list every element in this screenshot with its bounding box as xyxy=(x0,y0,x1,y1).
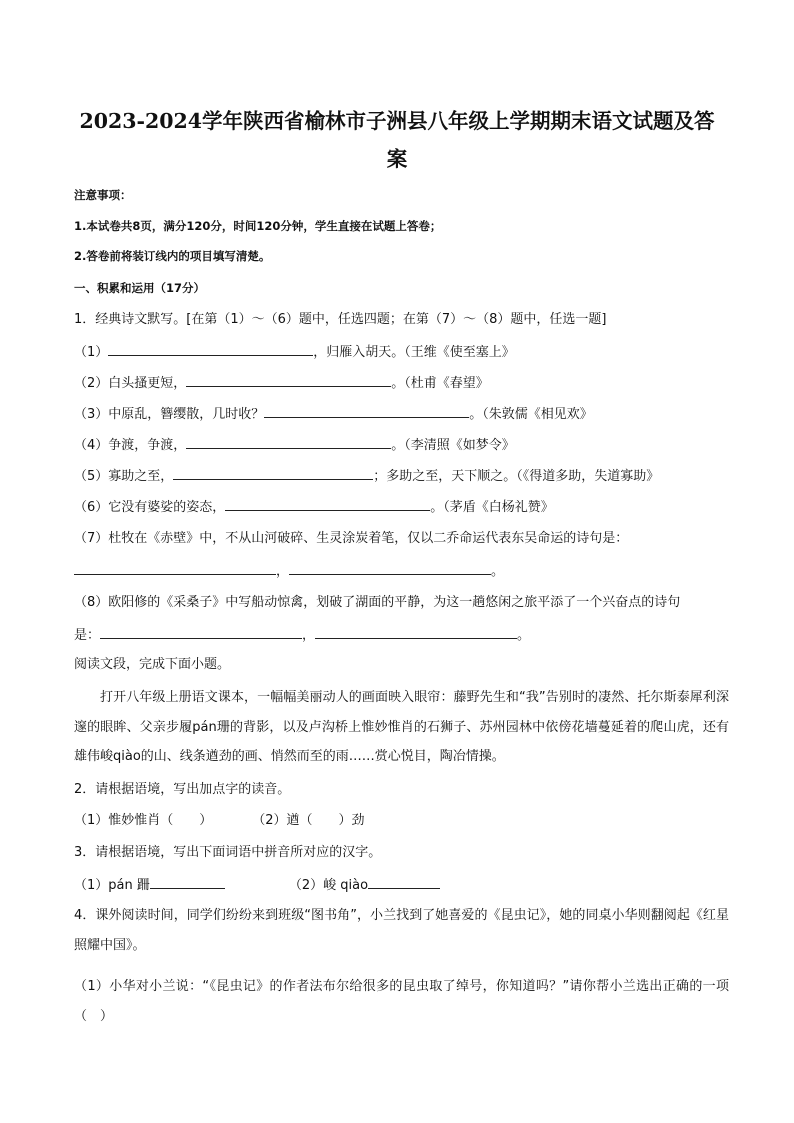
answer-blank[interactable] xyxy=(108,342,313,356)
question-2-stem: 2．请根据语境，写出加点字的读音。 xyxy=(74,782,291,797)
question-1-item-7-blanks xyxy=(74,561,734,581)
question-2-part-2: （2）遒（ ）劲 xyxy=(252,813,365,828)
notes-heading: 注意事项： xyxy=(74,188,132,202)
answer-blank[interactable] xyxy=(289,561,491,575)
item-prefix: （1） xyxy=(74,345,109,360)
item-suffix: ；多助之至，天下顺之。（《得道多助，失道寡助》 xyxy=(373,469,660,484)
item-prefix: （4）争渡，争渡， xyxy=(74,438,187,453)
question-1-item-2 xyxy=(74,373,734,393)
answer-blank[interactable] xyxy=(225,497,430,511)
question-2-part-1: （1）惟妙惟肖（ ） xyxy=(74,813,213,828)
period: 。 xyxy=(517,628,531,643)
item-prefix: （2）白头搔更短， xyxy=(74,376,187,391)
reading-instruction: 阅读文段，完成下面小题。 xyxy=(74,657,231,672)
question-1-item-8: （8）欧阳修的《采桑子》中写船动惊禽，划破了湖面的平静，为这一趟悠闲之旅平添了一个兴奋点的诗句 xyxy=(74,595,681,610)
answer-blank[interactable] xyxy=(186,435,391,449)
answer-blank[interactable] xyxy=(74,561,276,575)
question-4-sub-1: （1）小华对小兰说：“《昆虫记》的作者法布尔给很多的昆虫取了绰号，你知道吗？”请你帮小兰选出正确的一项（ ） xyxy=(74,979,729,1024)
answer-blank[interactable] xyxy=(150,875,225,889)
item-suffix: 。（杜甫《春望》 xyxy=(391,376,489,391)
period: 。 xyxy=(491,564,505,579)
document-title: 2023-2024学年陕西省榆林市子洲县八年级上学期期末语文试题及答 xyxy=(79,109,715,133)
item-prefix: （5）寡助之至， xyxy=(74,469,174,484)
question-3-part-2: （2）峻 qiào xyxy=(288,878,369,893)
item-suffix: 。（茅盾《白杨礼赞》 xyxy=(430,500,554,515)
question-3-part-1: （1）pán 跚 xyxy=(74,878,150,893)
item-suffix: 。（李清照《如梦令》 xyxy=(391,438,515,453)
answer-blank[interactable] xyxy=(264,404,469,418)
answer-blank[interactable] xyxy=(173,466,373,480)
answer-blank[interactable] xyxy=(186,373,391,387)
answer-blank[interactable] xyxy=(315,625,517,639)
item-suffix: 。（朱敦儒《相见欢》 xyxy=(469,407,593,422)
notes-item-1: 1.本试卷共8页，满分120分，时间120分钟，学生直接在试题上答卷； xyxy=(74,219,442,233)
question-1-item-5 xyxy=(74,466,734,486)
section-heading: 一、积累和运用（17分） xyxy=(74,281,206,295)
question-2-answers xyxy=(74,812,734,830)
question-1-item-7: （7）杜牧在《赤壁》中，不从山河破碎、生灵涂炭着笔，仅以二乔命运代表东吴命运的诗句是： xyxy=(74,531,629,546)
answer-blank[interactable] xyxy=(100,625,302,639)
notes-item-2: 2.答卷前将装订线内的项目填写清楚。 xyxy=(74,249,271,263)
answer-blank[interactable] xyxy=(368,875,440,889)
question-1-item-8-blanks xyxy=(74,625,734,645)
comma: ， xyxy=(302,628,316,643)
reading-passage: 打开八年级上册语文课本，一幅幅美丽动人的画面映入眼帘：藤野先生和“我”告别时的凄然、托尔斯泰犀利深邃的眼眸、父亲步履pán珊的背影，以及卢沟桥上惟妙惟肖的石狮子、苏州园林中依傍花墙蔓延着的爬山虎，还有雄伟峻qiào的山、线条遒劲的画、悄然而至的雨……赏心悦目，陶冶情操。 xyxy=(74,690,729,764)
item-prefix: （6）它没有婆娑的姿态， xyxy=(74,500,226,515)
question-4-stem: 4．课外阅读时间，同学们纷纷来到班级“图书角”，小兰找到了她喜爱的《昆虫记》，她的同桌小华则翻阅起《红星照耀中国》。 xyxy=(74,908,729,953)
question-3-stem: 3．请根据语境，写出下面词语中拼音所对应的汉字。 xyxy=(74,845,382,860)
item-prefix: （3）中原乱，簪缨散，几时收？ xyxy=(74,407,265,422)
item-prefix: 是： xyxy=(74,628,101,643)
question-1-stem: 1．经典诗文默写。[在第（1）～（6）题中，任选四题；在第（7）～（8）题中，任选一题] xyxy=(74,312,607,327)
question-3-answers xyxy=(74,875,734,895)
comma: ， xyxy=(276,564,290,579)
question-1-item-1 xyxy=(74,342,734,362)
document-title-continued: 案 xyxy=(386,147,408,171)
question-1-item-6 xyxy=(74,497,734,517)
question-1-item-4 xyxy=(74,435,734,455)
question-1-item-3 xyxy=(74,404,734,424)
item-suffix: ，归雁入胡天。（王维《使至塞上》 xyxy=(313,345,515,360)
